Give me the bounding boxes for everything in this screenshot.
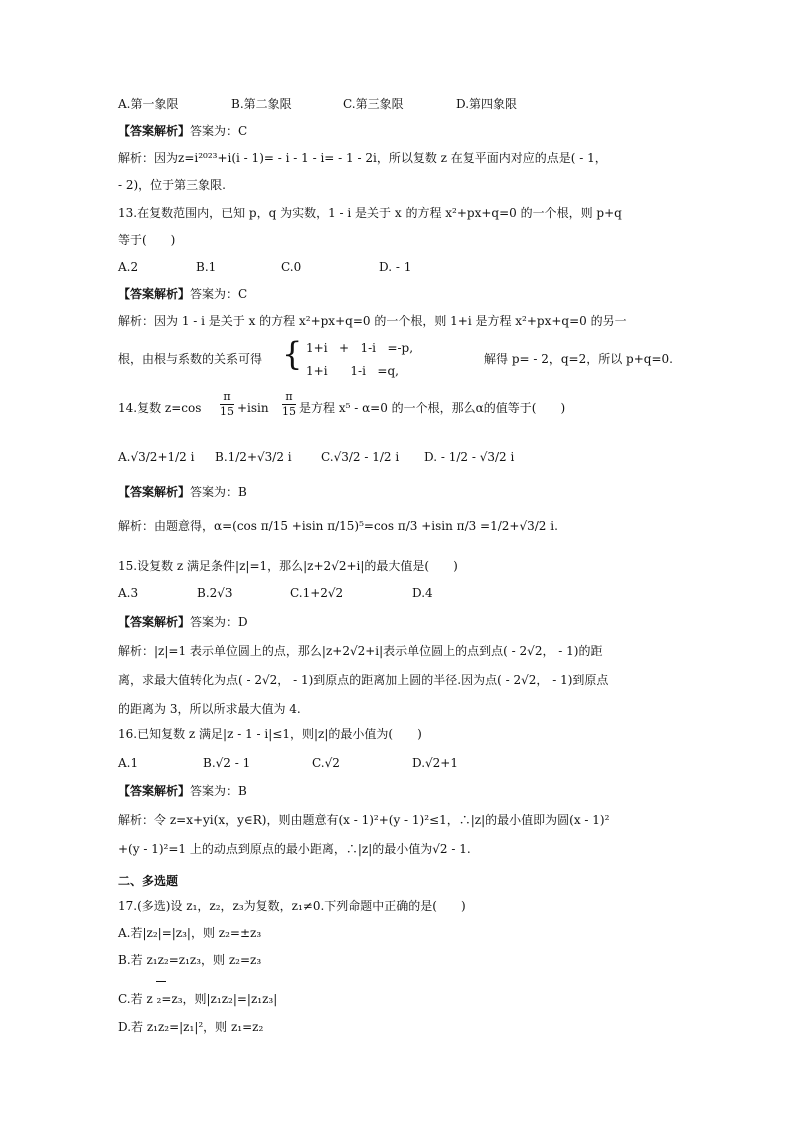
q13-option-b: B.1 [196,260,217,274]
q16-option-d: D.√2+1 [412,756,458,770]
q13-analysis-line-2-right: 解得 p= - 2，q=2，所以 p+q=0. [484,352,673,366]
q17-option-b: B.若 z₁z₂=z₁z₃，则 z₂=z₃ [118,953,262,967]
q16-analysis-line-1: 解析：令 z=x+yi(x，y∈R)，则由题意有(x - 1)²+(y - 1)²≤1，∴|z|的最小值即为圆(x - 1)² [118,813,610,827]
answer-text: 答案为：C [190,287,248,301]
q13-option-c: C.0 [281,260,302,274]
section-title: 二、多选题 [118,874,179,888]
q16-stem: 16.已知复数 z 满足|z - 1 - i|≤1，则|z|的最小值为( ) [118,727,422,741]
q13-option-a: A.2 [118,260,139,274]
q12-option-d: D.第四象限 [456,97,518,111]
q14-option-d: D. - 1/2 - √3/2 i [424,450,515,464]
answer-tag: 【答案解析】 [118,124,191,138]
answer-tag: 【答案解析】 [118,615,191,629]
answer-text: 答案为：D [190,615,248,629]
q12-answer-line [118,123,247,139]
system-row-1: 1+i + 1-i =-p, [306,341,414,355]
q14-stem-part-a: 14.复数 z=cos [118,401,202,415]
q15-option-b: B.2√3 [197,586,233,600]
denominator: 15 [220,405,234,418]
system-row-2: 1+i 1-i =q, [306,364,399,378]
q17-option-d: D.若 z₁z₂=|z₁|²，则 z₁=z₂ [118,1020,264,1034]
q16-answer-line [118,783,247,799]
q13-stem-line-2: 等于( ) [118,233,176,247]
q13-stem-line-1: 13.在复数范围内，已知 p，q 为实数，1 - i 是关于 x 的方程 x²+px+q=0 的一个根，则 p+q [118,206,622,220]
answer-text: 答案为：B [190,784,247,798]
q13-analysis-line-2-left: 根，由根与系数的关系可得 [118,352,263,366]
q12-option-a: A.第一象限 [118,97,179,111]
q12-analysis-line-1: 解析：因为z=i²⁰²³+i(i - 1)= - i - 1 - i= - 1 - 2i，所以复数 z 在复平面内对应的点是( - 1， [118,151,607,165]
q15-analysis-line-3: 的距离为 3，所以所求最大值为 4. [118,702,301,716]
q15-analysis-line-2: 离，求最大值转化为点( - 2√2， - 1)到原点的距离加上圆的半径.因为点( - 2√2， - 1)到原点 [118,673,609,687]
answer-text: 答案为：B [190,485,247,499]
q16-analysis-line-2: +(y - 1)²=1 上的动点到原点的最小距离，∴|z|的最小值为√2 - 1. [118,842,471,856]
q15-option-a: A.3 [118,586,139,600]
q13-option-d: D. - 1 [379,260,412,274]
q14-option-c: C.√3/2 - 1/2 i [321,450,400,464]
answer-tag: 【答案解析】 [118,485,191,499]
answer-tag: 【答案解析】 [118,784,191,798]
q15-stem: 15.设复数 z 满足条件|z|=1，那么|z+2√2+i|的最大值是( ) [118,559,458,573]
numerator: π [223,390,231,403]
q15-answer-line [118,614,248,630]
q15-analysis-line-1: 解析：|z|=1 表示单位圆上的点，那么|z+2√2+i|表示单位圆上的点到点( - 2√2， - 1)的距 [118,644,603,658]
fraction-pi-15 [220,391,234,418]
q12-analysis-line-2: - 2)，位于第三象限. [118,178,227,192]
q17-option-a: A.若|z₂|=|z₃|，则 z₂=±z₃ [118,926,262,940]
q14-option-a: A.√3/2+1/2 i [118,450,195,464]
q14-answer-line [118,484,247,500]
q14-option-b: B.1/2+√3/2 i [215,450,292,464]
denominator: 15 [282,405,296,418]
q12-option-b: B.第二象限 [231,97,292,111]
answer-tag: 【答案解析】 [118,287,191,301]
conjugate-bar [156,981,166,982]
answer-text: 答案为：C [190,124,248,138]
q15-option-d: D.4 [412,586,433,600]
q14-stem-part-b: +isin [237,401,269,415]
q12-option-c: C.第三象限 [343,97,404,111]
numerator: π [285,390,293,403]
fraction-pi-15 [282,391,296,418]
q14-stem-part-c: 是方程 x⁵ - α=0 的一个根，那么α的值等于( ) [299,401,566,415]
q17-option-c: C.若 z ₂=z₃，则|z₁z₂|=|z₁z₃| [118,992,278,1006]
q13-analysis-line-1: 解析：因为 1 - i 是关于 x 的方程 x²+px+q=0 的一个根，则 1+i 是方程 x²+px+q=0 的另一 [118,314,627,328]
q13-answer-line [118,286,247,302]
q15-option-c: C.1+2√2 [290,586,344,600]
q17-stem: 17.(多选)设 z₁，z₂，z₃为复数，z₁≠0.下列命题中正确的是( ) [118,899,466,913]
q14-analysis: 解析：由题意得，α=(cos π/15 +isin π/15)⁵=cos π/3 +isin π/3 =1/2+√3/2 i. [118,519,558,533]
q16-option-b: B.√2 - 1 [203,756,251,770]
q16-option-a: A.1 [118,756,139,770]
q16-option-c: C.√2 [312,756,340,770]
system-brace: { [282,335,303,373]
